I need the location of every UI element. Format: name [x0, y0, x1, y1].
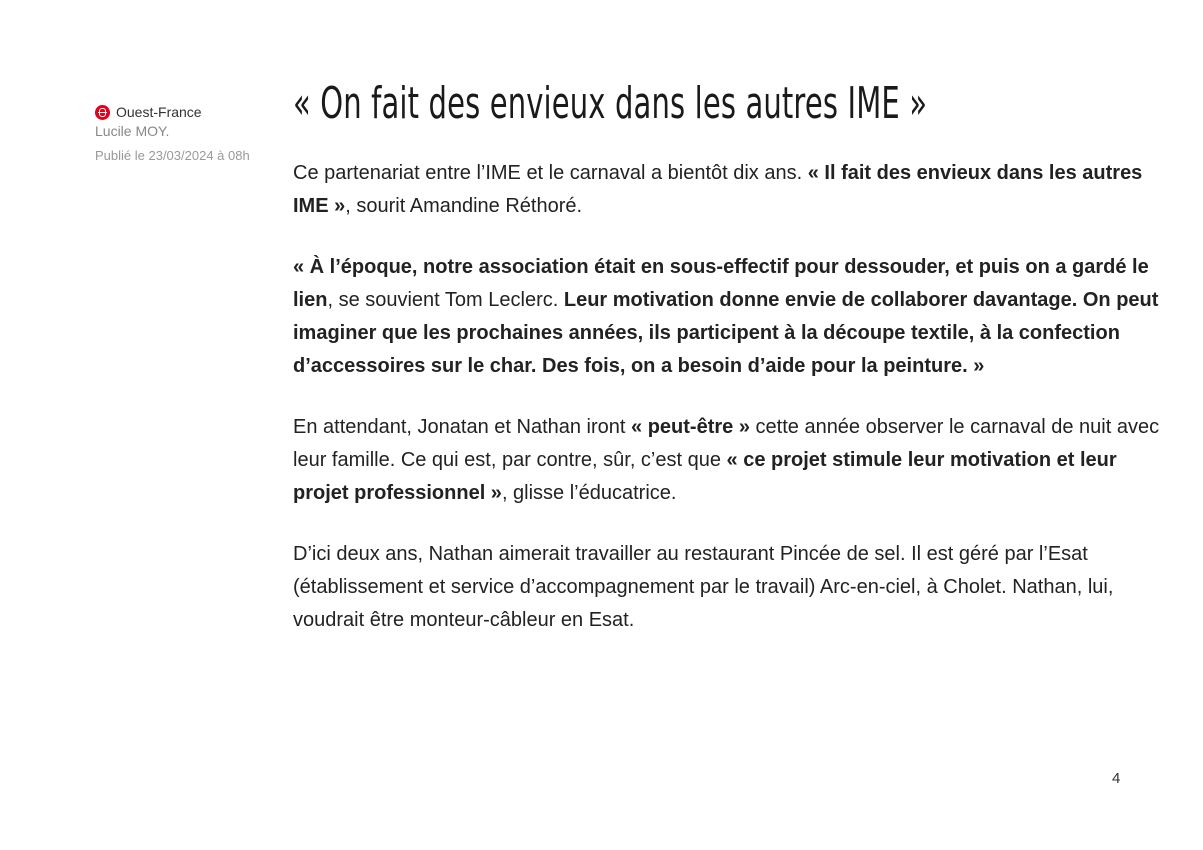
text-run: , sourit Amandine Réthoré. — [345, 195, 583, 217]
article-title: « On fait des envieux dans les autres IME » — [293, 78, 928, 129]
text-run: Ce partenariat entre l’IME et le carnaval a bientôt dix ans. — [293, 162, 808, 184]
quote-run: « Il fait des envieux dans les autres IME » — [293, 162, 1143, 217]
article-body — [293, 157, 1163, 665]
article-meta — [95, 103, 265, 163]
paragraph — [293, 411, 1163, 510]
publish-date: Publié le 23/03/2024 à 08h — [95, 148, 250, 163]
author: Lucile MOY. — [95, 123, 170, 139]
paragraph — [293, 157, 1163, 223]
text-run: cette année observer le carnaval de nuit avec leur famille. Ce qui est, par contre, sûr, c’est que — [293, 416, 1160, 471]
quote-run: « À l’époque, notre association était en sous-effectif pour dessouder, et puis on a gardé le lien — [293, 256, 1149, 311]
page-number: 4 — [1112, 770, 1121, 787]
text-run: , se souvient Tom Leclerc. — [327, 289, 564, 311]
quote-run: Leur motivation donne envie de collaborer davantage. On peut imaginer que les prochaines années, ils participent à la découpe textile, à la confection d’accessoires sur le char. Des fois, on a besoin d’aide pour la peinture. » — [293, 289, 1159, 377]
quote-run: « peut-être » — [631, 416, 750, 438]
source-name: Ouest-France — [116, 104, 202, 120]
paragraph — [293, 251, 1163, 383]
quote-run: « ce projet stimule leur motivation et leur projet professionnel » — [293, 449, 1117, 504]
source — [95, 103, 265, 121]
text-run: , glisse l’éducatrice. — [501, 482, 677, 504]
text-run: En attendant, Jonatan et Nathan iront — [293, 416, 632, 438]
text-run: D’ici deux ans, Nathan aimerait travailler au restaurant Pincée de sel. Il est géré par l’Esat (établissement et service d’accompagnement par le travail) Arc-en-ciel, à Cholet. Nathan, lui, voudrait être monteur-câbleur en Esat. — [293, 543, 1114, 631]
ouest-france-logo-icon — [95, 105, 110, 120]
paragraph — [293, 538, 1163, 637]
